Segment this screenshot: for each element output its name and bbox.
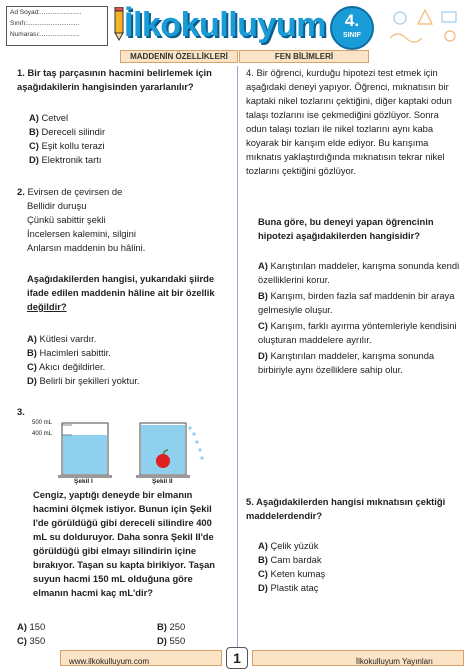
q4-stem: Buna göre, bu deneyi yapan öğrencinin hipotezi aşağıdakilerden hangisidir? [258,216,434,241]
q1-option-a[interactable]: A) Cetvel [29,112,69,123]
q4-option-b[interactable]: B) Karışım, birden fazla saf maddenin bir araya gelmesiyle oluşur. [258,290,455,315]
q4-passage-text: Bir öğrenci, kurduğu hipotezi test etmek için aşağıdaki deneyi yapıyor. Öğrenci, mıknatısın bir kaptaki nikel tozlarını çektiğini, diğer kaptaki odun talaşı tozlarını ise çekmediğini gözlüyor. Sonra odun talaşı tozları ile nikel tozlarını aynı kaba koyarak bir karışım elde ediyor. Bu karışıma mıknatıs yaklaştırdığında mıknatısın tekrar nikel tozlarını çektiğini gözlüyor. [246,67,452,176]
column-divider [237,66,238,648]
q4-option-d[interactable]: D) Karıştırılan maddeler, karışma sonunda birbiriyle aynı özelliklere sahip olur. [258,350,435,375]
q3-number: 3. [17,406,25,417]
q5-number: 5. [246,496,254,507]
poem-line: Çünkü sabittir şekli [27,214,106,225]
q5-option-c[interactable]: C) Keten kumaş [258,568,326,579]
q5-option-b[interactable]: B) Cam bardak [258,554,322,565]
number-field-label: Numarası:...................... [10,31,80,38]
overflow-drops-icon [188,426,203,459]
q4-options [258,259,463,377]
class-field-label: Sınıfı:............................. [10,20,80,27]
q1-number: 1. [17,67,25,78]
footer-right-bar [252,650,464,666]
poem-line: İncelersen kalemini, silgini [27,228,136,239]
name-field-label: Ad Soyad:....................... [10,9,82,16]
subject-bar: MADDENİN ÖZELLİKLERİ [120,50,238,63]
grade-badge [330,6,374,50]
q5-stem [246,495,461,523]
publisher-name: İlkokulluyum Yayınları [355,657,433,666]
website-link[interactable]: www.ilkokulluyum.com [69,657,150,666]
poem-line: Anlarsın maddenin bu hâlini. [27,242,146,253]
q2-option-a[interactable]: A) Kütlesi vardır. [27,333,97,344]
q1-options [29,111,229,167]
q4-number: 4. [246,67,254,78]
q2-number: 2. [17,186,25,197]
q2-negation: değildir? [27,301,67,312]
q1-stem [17,66,232,94]
student-info-box [6,6,108,46]
q2-option-d[interactable]: D) Belirli bir şekilleri yoktur. [27,375,140,386]
q1-option-c[interactable]: C) Eşit kollu terazi [29,140,105,151]
q5-option-d[interactable]: D) Plastik ataç [258,582,319,593]
q5-option-a[interactable]: A) Çelik yüzük [258,540,319,551]
q3-option-c[interactable]: C) 350 [17,635,46,646]
q4-option-c[interactable]: C) Karışım, farklı ayırma yöntemleriyle kendisini oluşturan maddelere ayrılır. [258,320,457,345]
q3-option-a[interactable]: A) 150 [17,621,46,632]
q3-options [17,620,232,650]
q5-text: Aşağıdakilerden hangisi mıknatısın çektiği maddelerdendir? [246,496,446,521]
q2-option-b[interactable]: B) Hacimleri sabittir. [27,347,111,358]
q2-option-c[interactable]: C) Akıcı değildirler. [27,361,106,372]
course-bar: FEN BİLİMLERİ [239,50,369,63]
grade-number: 4. [344,11,360,30]
grade-label: SINIF [343,32,361,39]
decorative-science-doodles [380,4,470,48]
page-number: 1 [226,647,248,669]
tick-label-400: 400 mL [32,431,53,437]
q3-figure [32,418,232,488]
q4-option-a[interactable]: A) Karıştırılan maddeler, karışma sonunda kendi özelliklerini korur. [258,260,460,285]
graduated-cylinder-1 [58,423,112,478]
q1-option-b[interactable]: B) Dereceli silindir [29,126,106,137]
q1-text: Bir taş parçasının hacmini belirlemek için aşağıdakilerin hangisinden yararlanılır? [17,67,212,92]
q3-stem: Cengiz, yaptığı deneyde bir elmanın hacmini ölçmek istiyor. Bunun için Şekil I'de görüldüğü gibi dereceli silindire 400 mL su dolduruyor. Daha sonra Şekil II'de görüldüğü gibi elmayı silindirin içine bırakıyor. Taşan su kapta birikiyor. Taşan suyun hacmi 150 mL olduğuna göre elmanın hacmi kaç mL'dir? [33,489,216,598]
tick-label-500: 500 mL [32,420,53,426]
footer-left-bar [60,650,222,666]
q2-stem: Aşağıdakilerden hangisi, yukarıdaki şiirde ifade edilen maddenin hâline ait bir özellik değildir? [27,273,215,312]
q4-passage [246,66,458,178]
q3-option-d[interactable]: D) 550 [157,635,186,646]
q3-option-b[interactable]: B) 250 [157,621,186,632]
figure-2-label: Şekil II [152,478,173,485]
poem-line: Evirsen de çevirsen de [27,186,123,197]
q1-option-d[interactable]: D) Elektronik tartı [29,154,102,165]
q5-options [258,539,458,595]
logo-text: İlkokulluyum [124,6,326,44]
graduated-cylinder-2 [136,423,190,478]
figure-1-label: Şekil I [74,478,93,485]
q2-poem [17,185,232,255]
q2-options [27,332,232,388]
poem-line: Bellidir duruşu [27,200,87,211]
